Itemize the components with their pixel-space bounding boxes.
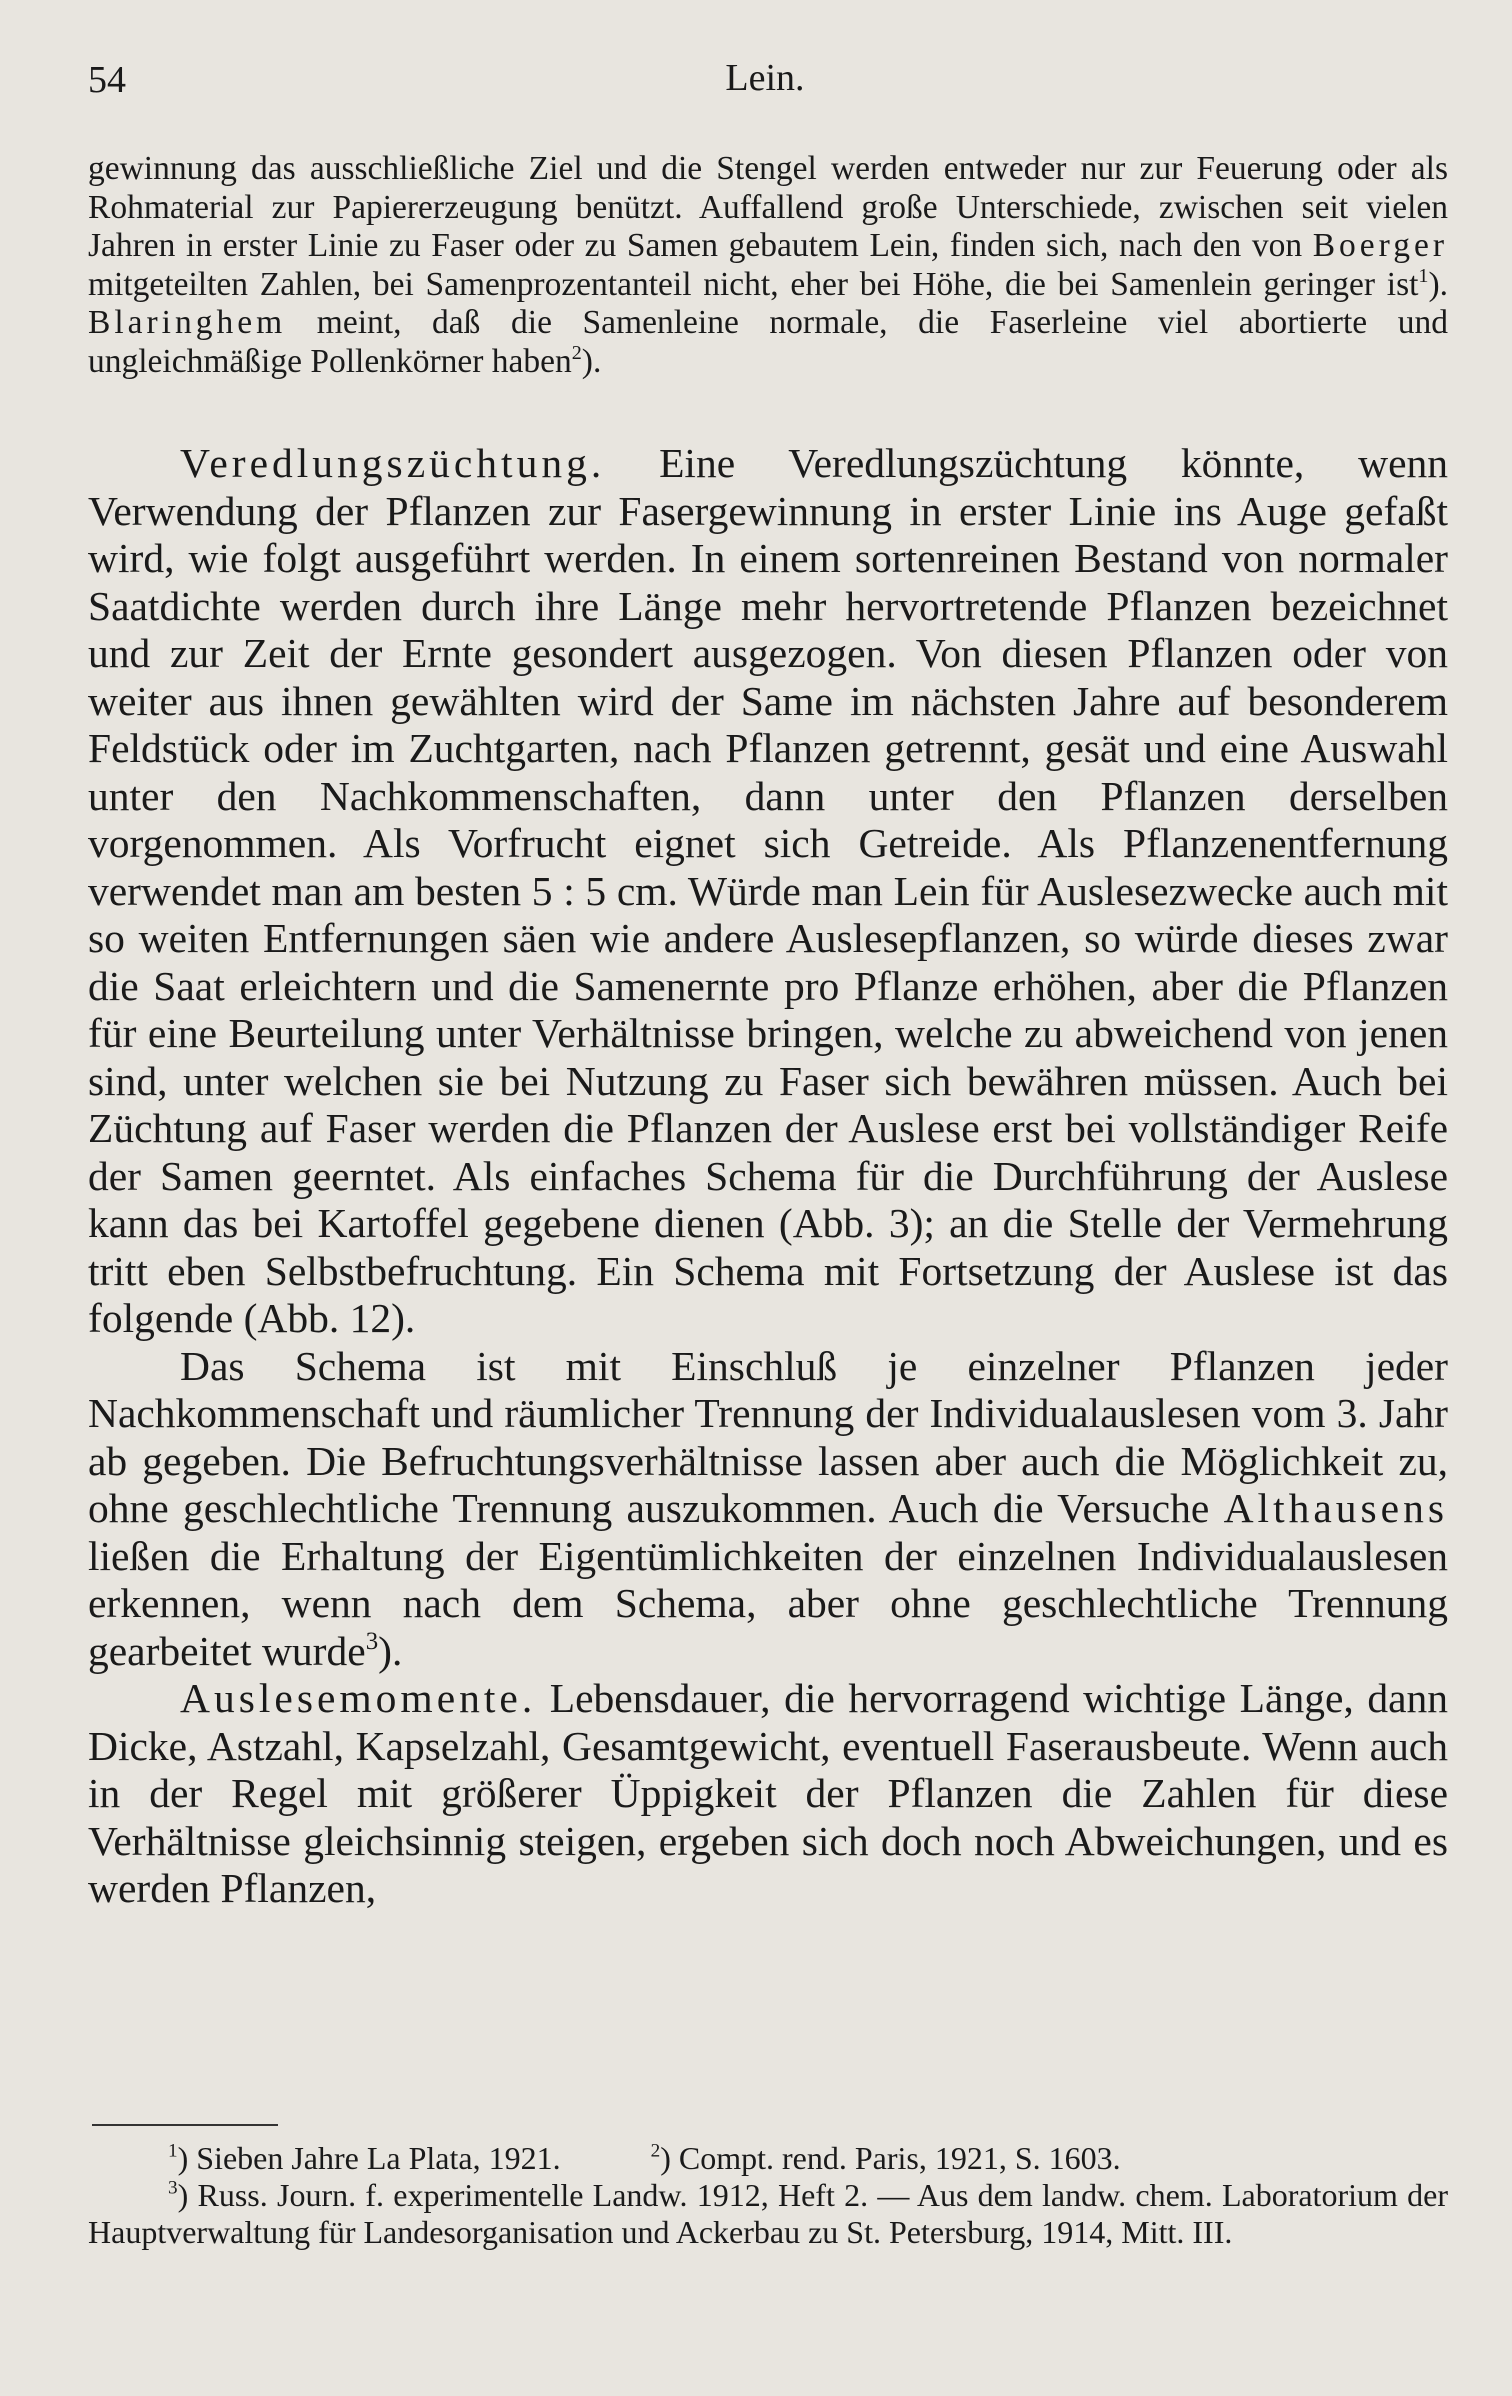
paragraph-veredlung: Veredlungszüchtung. Eine Veredlungszüchtung könnte, wenn Verwendung der Pflanzen zur Fasergewinnung in erster Linie ins Auge gefaßt wird, wie folgt ausgeführt werden. In einem sortenreinen Bestand von normaler Saatdichte werden durch ihre Länge mehr hervortretende Pflanzen bezeichnet und zur Zeit der Ernte gesondert ausgezogen. Von diesen Pflanzen oder von weiter aus ihnen gewählten wird der Same im nächsten Jahre auf besonderem Feldstück oder im Zuchtgarten, nach Pflanzen getrennt, gesät und eine Auswahl unter den Nachkommenschaften, dann unter den Pflanzen derselben vorgenommen. Als Vorfrucht eignet sich Getreide. Als Pflanzenentfernung verwendet man am besten 5 : 5 cm. Würde man Lein für Auslesezwecke auch mit so weiten Entfernungen säen wie andere Auslesepflanzen, so würde dieses zwar die Saat erleichtern und die Samenernte pro Pflanze erhöhen, aber die Pflanzen für eine Beurteilung unter Verhältnisse bringen, welche zu abweichend von jenen sind, unter welchen sie bei Nutzung zu Faser sich bewähren müssen. Auch bei Züchtung auf Faser werden die Pflanzen der Auslese erst bei vollständiger Reife der Samen geerntet. Als einfaches Schema für die Durchführung der Auslese kann das bei Kartoffel gegebene dienen (Abb. 3); an die Stelle der Vermehrung tritt eben Selbstbefruchtung. Ein Schema mit Fortsetzung der Auslese ist das folgende (Abb. 12).	[88, 440, 1448, 1341]
intro-paragraph	[88, 150, 1448, 381]
author-boerger: Boerger	[1312, 227, 1448, 264]
author-althausen: Althausens	[1223, 1485, 1448, 1531]
running-head: Lein.	[725, 57, 805, 99]
footnote-ref-2: 2	[571, 341, 582, 364]
main-text	[88, 440, 1448, 1913]
paragraph-auslesemomente: Auslesemomente. Lebensdauer, die hervorragend wichtige Länge, dann Dicke, Astzahl, Kapselzahl, Gesamtgewicht, eventuell Faserausbeute. Wenn auch in der Regel mit größerer Üppigkeit der Pflanzen die Zahlen für diese Verhältnisse gleichsinnig steigen, ergeben sich doch noch Abweichungen, und es werden Pflanzen,	[88, 1675, 1448, 1911]
paragraph-schema: Das Schema ist mit Einschluß je einzelner Pflanzen jeder Nachkommenschaft und räumlicher Trennung der Individualauslesen vom 3. Jahr ab gegeben. Die Befruchtungsverhältnisse lassen aber auch die Möglichkeit zu, ohne geschlechtliche Trennung auszukommen. Auch die Versuche Althausens ließen die Erhaltung der Eigentümlichkeiten der einzelnen Individualauslesen erkennen, wenn nach dem Schema, aber ohne geschlechtliche Trennung gearbeitet wurde$^3$).	[88, 1342, 1448, 1674]
heading-veredlungszuechtung: Veredlungszüchtung.	[180, 440, 606, 486]
footnote-1: $^1$) Sieben Jahre La Plata, 1921.	[168, 2140, 561, 2176]
footnote-divider	[92, 2124, 278, 2126]
footnote-ref-3: 3	[365, 1627, 379, 1655]
intro-text: gewinnung das ausschließliche Ziel und die Stengel werden entweder nur zur Feuerung oder als Rohmaterial zur Papiererzeugung benützt. Auffallend große Unterschiede, zwischen seit vielen Jahren in erster Linie zu Faser oder zu Samen gebautem Lein, finden sich, nach den von Boerger mitgeteilten Zahlen, bei Samenprozentanteil nicht, eher bei Höhe, die bei Samenlein geringer ist$^1$). Blaringhem meint, daß die Samenleine normale, die Faserleine viel abortierte und ungleichmäßige Pollenkörner haben$^2$).	[88, 150, 1448, 380]
footnote-ref-1: 1	[1418, 264, 1429, 287]
heading-auslesemomente: Auslesemomente.	[180, 1675, 537, 1721]
footnote-2: $^2$) Compt. rend. Paris, 1921, S. 1603.	[650, 2140, 1121, 2176]
footnote-3: $^3$) Russ. Journ. f. experimentelle Landw. 1912, Heft 2. — Aus dem landw. chem. Laboratorium der Hauptverwaltung für Landesorganisation und Ackerbau zu St. Petersburg, 1914, Mitt. III.	[88, 2177, 1448, 2250]
footnotes	[88, 2140, 1448, 2251]
footnote-line-1	[88, 2140, 1448, 2177]
author-blaringhem: Blaringhem	[88, 304, 287, 341]
page-header	[88, 50, 1442, 110]
page-number: 54	[88, 59, 126, 101]
